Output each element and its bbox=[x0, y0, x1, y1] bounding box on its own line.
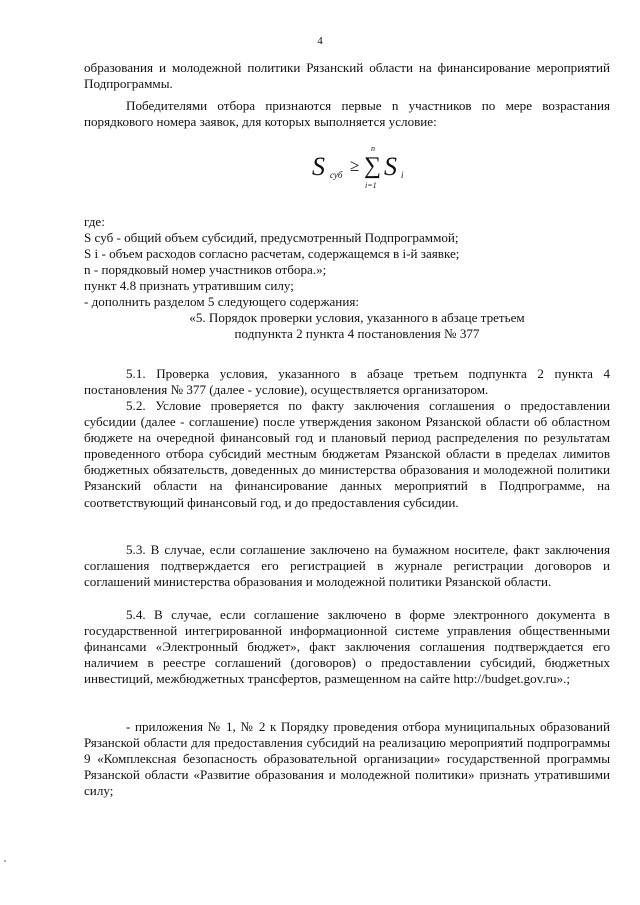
page-number: 4 bbox=[317, 35, 323, 47]
clause-add-section-5: - дополнить разделом 5 следующего содержания: bbox=[84, 294, 359, 310]
formula-sum-symbol: ∑ bbox=[364, 153, 382, 179]
definition-s-sub: S суб - общий объем субсидий, предусмотренный Подпрограммой; bbox=[84, 230, 459, 246]
formula-lower-limit: i=1 bbox=[365, 181, 377, 190]
formula-rhs-symbol: S bbox=[384, 152, 397, 181]
paragraph-5-2: 5.2. Условие проверяется по факту заключения соглашения о предоставлении субсидии (далее - соглашение) после утверждения законом Рязанской области об областном бюджете на очередной финансовый год и плановый период распределения по результатам проведенного отбора субсидий местным бюджетам Рязанской области в пределах лимитов бюджетных обязательств, доведенных до министерства образования и молодежной политики Рязанский области на финансирование данных мероприятий в Подпрограмме, на соответствующий финансовый год, и до предоставления субсидии. bbox=[84, 398, 610, 510]
sum-formula bbox=[304, 140, 414, 195]
annexes-paragraph: - приложения № 1, № 2 к Порядку проведения отбора муниципальных образований Рязанской области для предоставления субсидий на реализацию мероприятий подпрограммы 9 «Комплексная безопасность образовательной организации» государственной программы Рязанской области «Развитие образования и молодежной политики» признать утратившими силу; bbox=[84, 719, 610, 799]
paragraph-5-3: 5.3. В случае, если соглашение заключено на бумажном носителе, факт заключения соглашения подтверждается его регистрацией в журнале регистрации договоров и соглашений министерства образования и молодежной политики Рязанской области. bbox=[84, 542, 610, 590]
winners-paragraph: Победителями отбора признаются первые n участников по мере возрастания порядкового номера заявок, для которых выполняется условие: bbox=[84, 98, 610, 130]
section-5-title-line-1: «5. Порядок проверки условия, указанного в абзаце третьем bbox=[189, 310, 525, 325]
paragraph-5-4: 5.4. В случае, если соглашение заключено в форме электронного документа в государственной интегрированной информационной системе управления общественными финансами «Электронный бюджет», факт заключения соглашения подтверждается его наличием в реестре соглашений (договоров) о предоставлении субсидий, бюджетных инвестиций, межбюджетных трансфертов, размещенном на сайте http://budget.gov.ru».; bbox=[84, 607, 610, 687]
clause-4-8: пункт 4.8 признать утратившим силу; bbox=[84, 278, 294, 294]
section-5-title bbox=[84, 310, 610, 342]
section-5-title-line-2: подпункта 2 пункта 4 постановления № 377 bbox=[234, 326, 480, 342]
scan-speck bbox=[4, 860, 6, 862]
formula-lhs-symbol: S bbox=[312, 152, 325, 181]
definitions-list bbox=[84, 214, 610, 311]
intro-continuation: образования и молодежной политики Рязанский области на финансирование мероприятий Подпрограммы. bbox=[84, 60, 610, 92]
formula-relation: ≥ bbox=[350, 156, 360, 175]
definition-n: n - порядковый номер участников отбора.»; bbox=[84, 262, 327, 278]
formula-rhs-subscript: i bbox=[401, 170, 404, 180]
formula-upper-limit: n bbox=[371, 144, 375, 153]
formula-lhs-subscript: суб bbox=[330, 170, 343, 180]
paragraph-5-1: 5.1. Проверка условия, указанного в абзаце третьем подпункта 2 пункта 4 постановления № 377 (далее - условие), осуществляется организатором. bbox=[84, 366, 610, 398]
definition-s-i: S i - объем расходов согласно расчетам, содержащемся в i-й заявке; bbox=[84, 246, 460, 262]
where-label: где: bbox=[84, 214, 105, 229]
